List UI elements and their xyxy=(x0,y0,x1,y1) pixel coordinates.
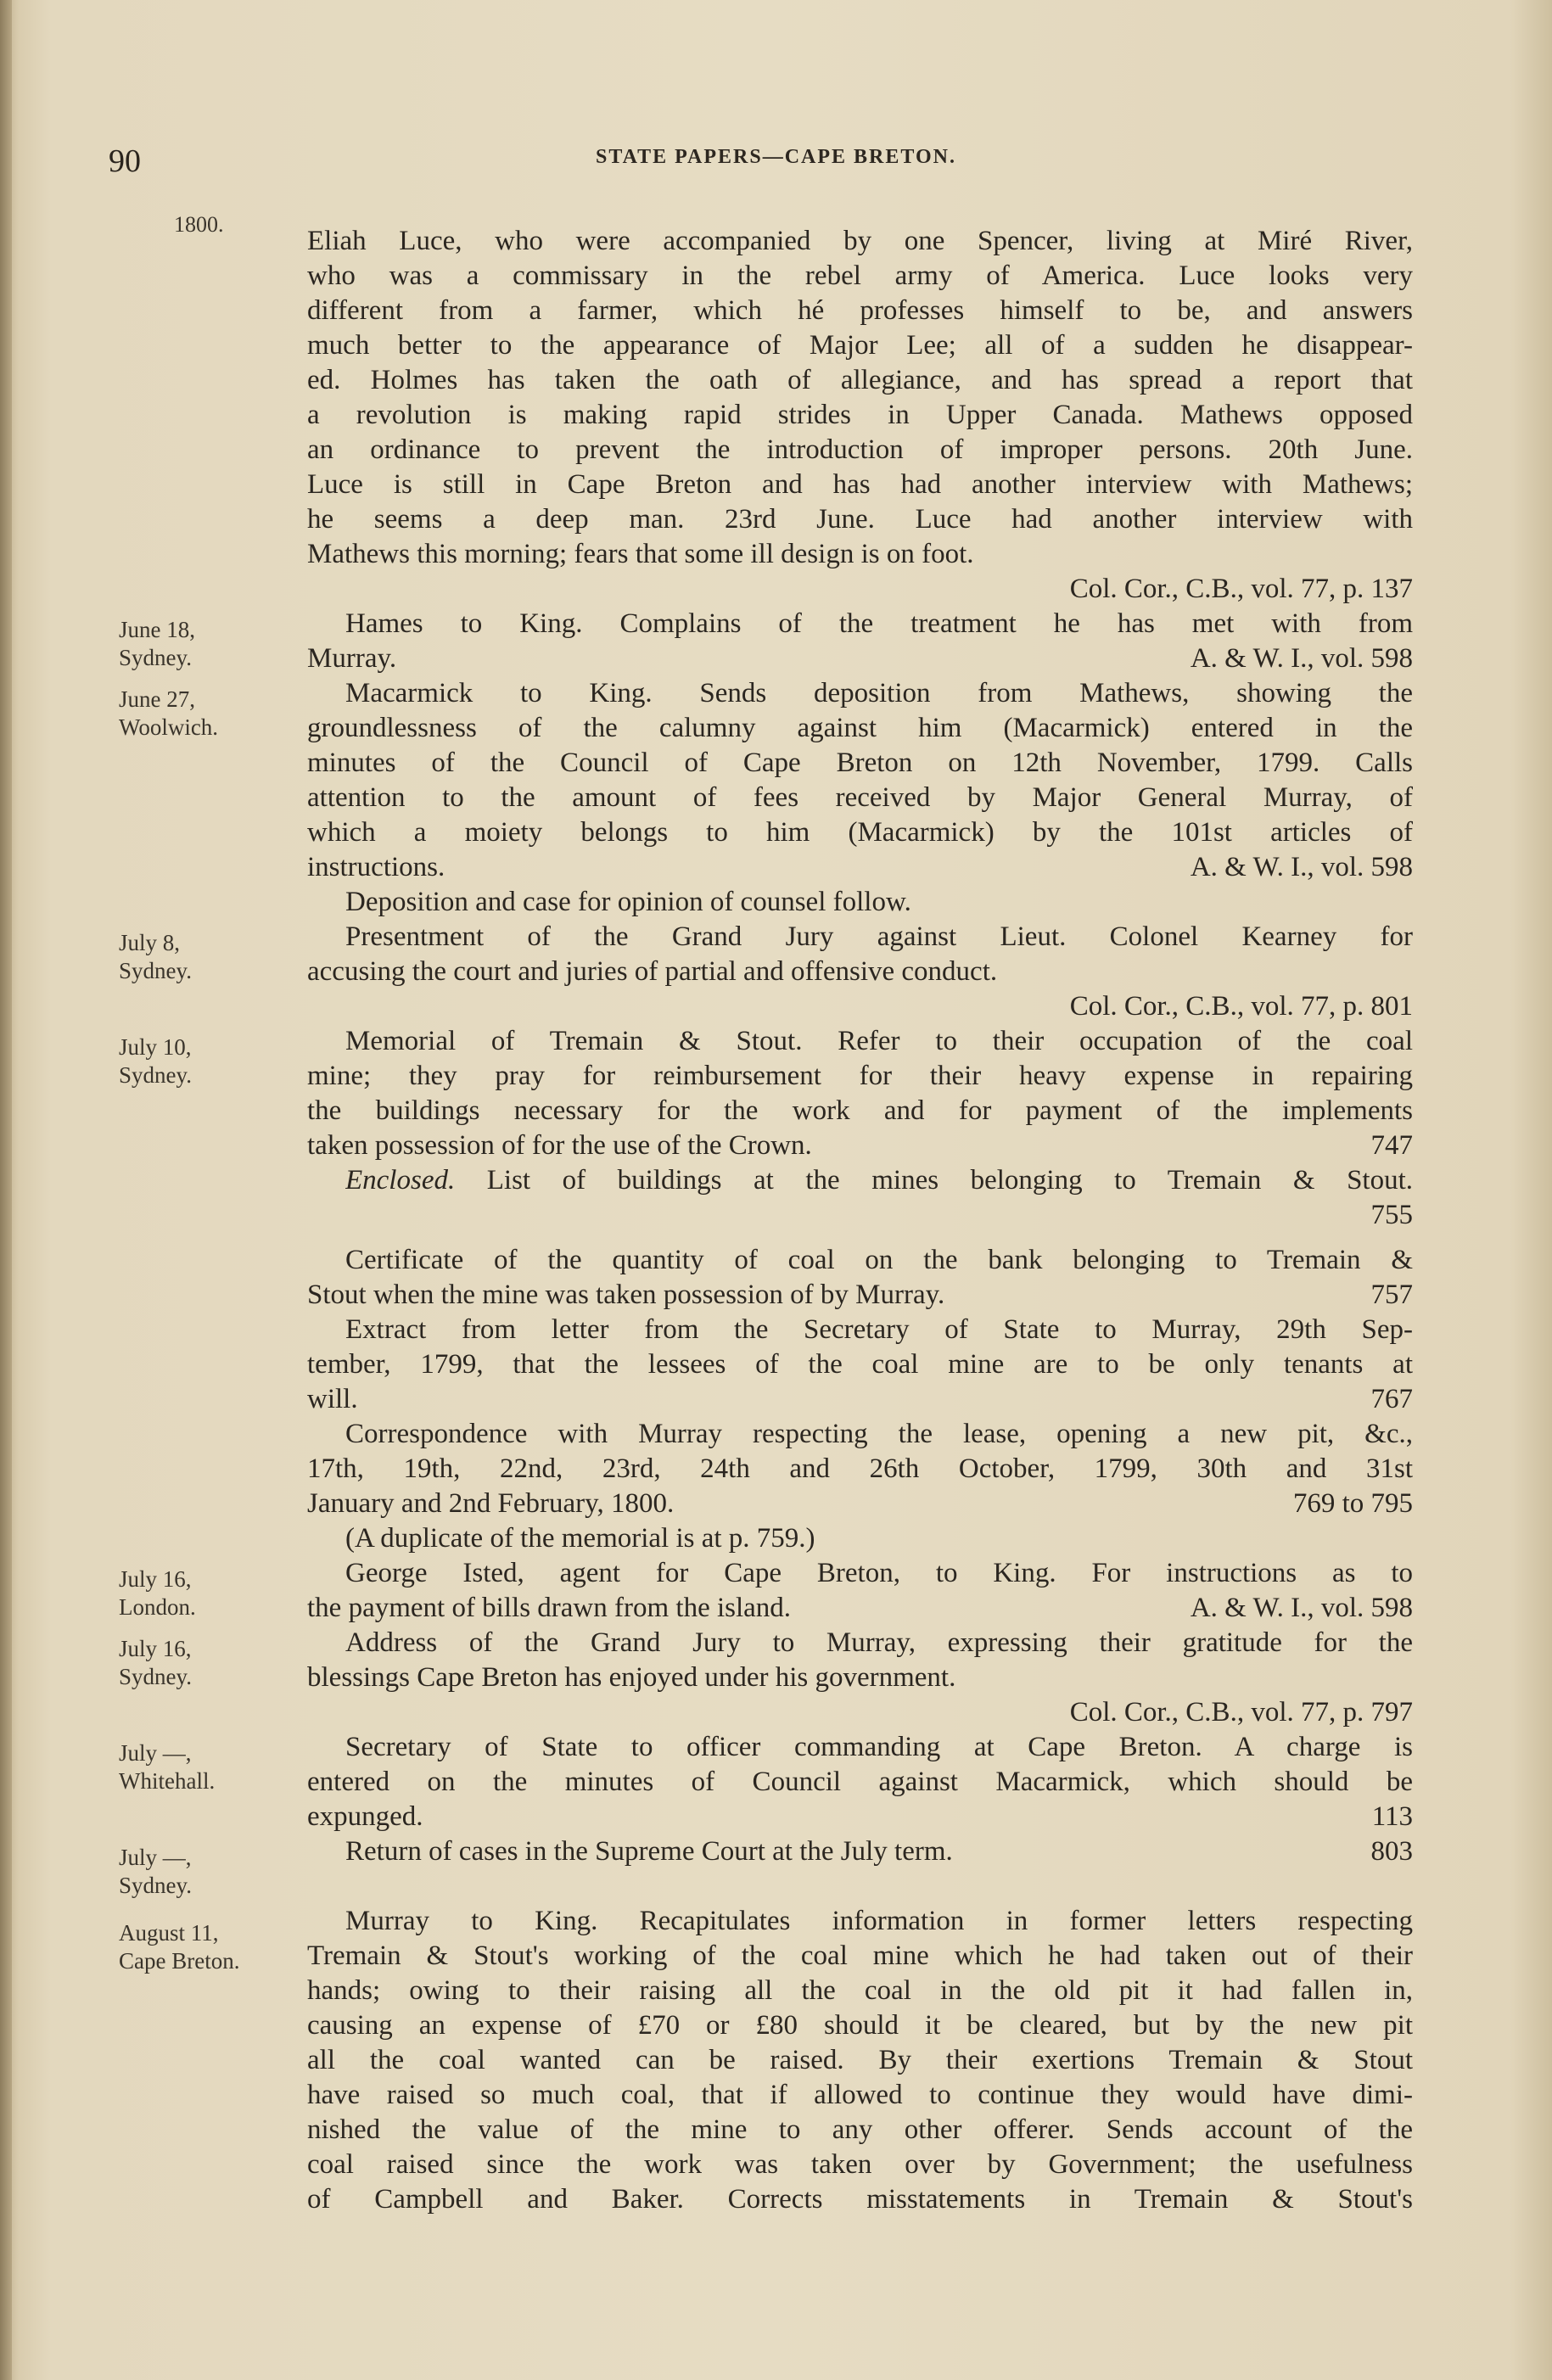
place-line: Sydney. xyxy=(119,1062,192,1088)
text-line: coal raised since the work was taken over by Government; the usefulness xyxy=(307,2149,1413,2180)
date-line: July 8, xyxy=(119,930,181,955)
text-line: he seems a deep man. 23rd June. Luce had another interview with xyxy=(307,504,1413,535)
place-line: Sydney. xyxy=(119,958,192,983)
enclosure-line xyxy=(345,1163,1413,1198)
source-reference: Col. Cor., C.B., vol. 77, p. 137 xyxy=(1069,574,1413,604)
date-line: August 11, xyxy=(119,1920,219,1946)
text-line: Eliah Luce, who were accompanied by one Spencer, living at Miré River, xyxy=(307,226,1413,256)
place-line: Woolwich. xyxy=(119,714,219,740)
entry-date xyxy=(119,686,297,742)
entry-date xyxy=(119,1565,297,1621)
text-line: will. xyxy=(307,1384,358,1414)
source-reference: A. & W. I., vol. 598 xyxy=(1190,852,1413,882)
text-line: accusing the court and juries of partial and offensive conduct. xyxy=(307,956,998,987)
text-line: expunged. xyxy=(307,1801,423,1832)
text-line: the buildings necessary for the work and for payment of the implements xyxy=(307,1095,1413,1126)
text-line: minutes of the Council of Cape Breton on 12th November, 1799. Calls xyxy=(307,748,1413,778)
text-line: which a moiety belongs to him (Macarmick) by the 101st articles of xyxy=(307,817,1413,848)
text-line: a revolution is making rapid strides in Upper Canada. Mathews opposed xyxy=(307,400,1413,430)
enclosed-text: List of buildings at the mines belonging to Tremain & Stout. xyxy=(486,1165,1413,1196)
text-line: 17th, 19th, 22nd, 23rd, 24th and 26th October, 1799, 30th and 31st xyxy=(307,1453,1413,1484)
text-line: Murray to King. Recapitulates information in former letters respecting xyxy=(345,1906,1413,1936)
text-line: Mathews this morning; fears that some ill design is on foot. xyxy=(307,539,974,569)
text-line: Address of the Grand Jury to Murray, expressing their gratitude for the xyxy=(345,1627,1413,1658)
text-line: nished the value of the mine to any other offerer. Sends account of the xyxy=(307,2114,1413,2145)
text-line: ed. Holmes has taken the oath of allegiance, and has spread a report that xyxy=(307,365,1413,395)
text-line: who was a commissary in the rebel army of America. Luce looks very xyxy=(307,260,1413,291)
text-line: hands; owing to their raising all the coal in the old pit it had fallen in, xyxy=(307,1975,1413,2006)
text-line: Stout when the mine was taken possession of by Murray. xyxy=(307,1280,945,1310)
text-line: attention to the amount of fees received by Major General Murray, of xyxy=(307,782,1413,813)
place-line: Sydney. xyxy=(119,1664,192,1689)
entry-date xyxy=(119,1919,297,1975)
text-line: mine; they pray for reimbursement for their heavy expense in repairing xyxy=(307,1061,1413,1091)
entry-date xyxy=(119,929,297,985)
text-line: Tremain & Stout's working of the coal mine which he had taken out of their xyxy=(307,1940,1413,1971)
date-line: July —, xyxy=(119,1845,192,1870)
entry-date xyxy=(119,1844,297,1900)
source-reference: 803 xyxy=(1370,1836,1413,1867)
date-line: June 27, xyxy=(119,686,195,712)
page-number: 90 xyxy=(109,143,141,179)
text-line: blessings Cape Breton has enjoyed under his government. xyxy=(307,1662,956,1693)
source-reference: Col. Cor., C.B., vol. 77, p. 801 xyxy=(1069,991,1413,1022)
enclosed-label: Enclosed. xyxy=(345,1165,456,1196)
text-line: Hames to King. Complains of the treatment he has met with from xyxy=(345,608,1413,639)
entry-date xyxy=(119,616,297,672)
place-line: Sydney. xyxy=(119,645,192,670)
source-reference: 113 xyxy=(1371,1801,1413,1832)
date-line: June 18, xyxy=(119,617,195,642)
place-line: Cape Breton. xyxy=(119,1948,240,1974)
text-line: have raised so much coal, that if allowed to continue they would have dimi- xyxy=(307,2080,1413,2110)
text-line: Murray. xyxy=(307,643,397,674)
text-line: much better to the appearance of Major Lee; all of a sudden he disappear- xyxy=(307,330,1413,361)
text-line: Luce is still in Cape Breton and has had another interview with Mathews; xyxy=(307,469,1413,500)
date-line: July —, xyxy=(119,1740,192,1766)
place-line: Whitehall. xyxy=(119,1768,216,1794)
text-line: Memorial of Tremain & Stout. Refer to their occupation of the coal xyxy=(345,1026,1413,1056)
source-reference: 757 xyxy=(1370,1280,1413,1310)
date-line: July 16, xyxy=(119,1566,192,1592)
text-line: Deposition and case for opinion of counsel follow. xyxy=(345,887,911,917)
text-line: taken possession of for the use of the Crown. xyxy=(307,1130,812,1161)
text-line: Return of cases in the Supreme Court at the July term. xyxy=(345,1836,953,1867)
text-line: Macarmick to King. Sends deposition from Mathews, showing the xyxy=(345,678,1413,708)
date-line: July 10, xyxy=(119,1034,192,1060)
source-reference: 755 xyxy=(1370,1200,1413,1230)
text-line: the payment of bills drawn from the island. xyxy=(307,1593,792,1623)
source-reference: 747 xyxy=(1370,1130,1413,1161)
text-line: George Isted, agent for Cape Breton, to King. For instructions as to xyxy=(345,1558,1413,1588)
text-line: causing an expense of £70 or £80 should it be cleared, but by the new pit xyxy=(307,2010,1413,2041)
source-reference: 767 xyxy=(1370,1384,1413,1414)
text-line: Secretary of State to officer commanding at Cape Breton. A charge is xyxy=(345,1732,1413,1762)
year-marker: 1800. xyxy=(174,212,224,237)
entry-date xyxy=(119,1739,297,1795)
source-reference: A. & W. I., vol. 598 xyxy=(1190,643,1413,674)
source-reference: 769 to 795 xyxy=(1292,1488,1413,1519)
text-line: of Campbell and Baker. Corrects misstatements in Tremain & Stout's xyxy=(307,2184,1413,2215)
text-line: January and 2nd February, 1800. xyxy=(307,1488,675,1519)
text-line: groundlessness of the calumny against him (Macarmick) entered in the xyxy=(307,713,1413,743)
source-reference: A. & W. I., vol. 598 xyxy=(1190,1593,1413,1623)
source-reference: Col. Cor., C.B., vol. 77, p. 797 xyxy=(1069,1697,1413,1728)
text-line: different from a farmer, which hé professes himself to be, and answers xyxy=(307,295,1413,326)
text-line: Certificate of the quantity of coal on the bank belonging to Tremain & xyxy=(345,1245,1413,1275)
page-header xyxy=(0,143,1552,179)
text-line: instructions. xyxy=(307,852,445,882)
text-line: tember, 1799, that the lessees of the coal mine are to be only tenants at xyxy=(307,1349,1413,1380)
place-line: London. xyxy=(119,1594,196,1620)
text-line: Presentment of the Grand Jury against Lieut. Colonel Kearney for xyxy=(345,921,1413,952)
date-line: July 16, xyxy=(119,1636,192,1661)
text-line: Correspondence with Murray respecting the lease, opening a new pit, &c., xyxy=(345,1419,1413,1449)
text-line: entered on the minutes of Council against Macarmick, which should be xyxy=(307,1767,1413,1797)
place-line: Sydney. xyxy=(119,1873,192,1898)
book-spine-shadow xyxy=(0,0,12,2380)
running-head: STATE PAPERS—CAPE BRETON. xyxy=(596,146,956,168)
entry-date xyxy=(119,1635,297,1691)
text-line: an ordinance to prevent the introduction of improper persons. 20th June. xyxy=(307,434,1413,465)
entry-date xyxy=(119,1033,297,1089)
note-line: (A duplicate of the memorial is at p. 759.) xyxy=(345,1523,815,1554)
text-line: all the coal wanted can be raised. By their exertions Tremain & Stout xyxy=(307,2045,1413,2075)
text-line: Extract from letter from the Secretary of State to Murray, 29th Sep- xyxy=(345,1314,1413,1345)
